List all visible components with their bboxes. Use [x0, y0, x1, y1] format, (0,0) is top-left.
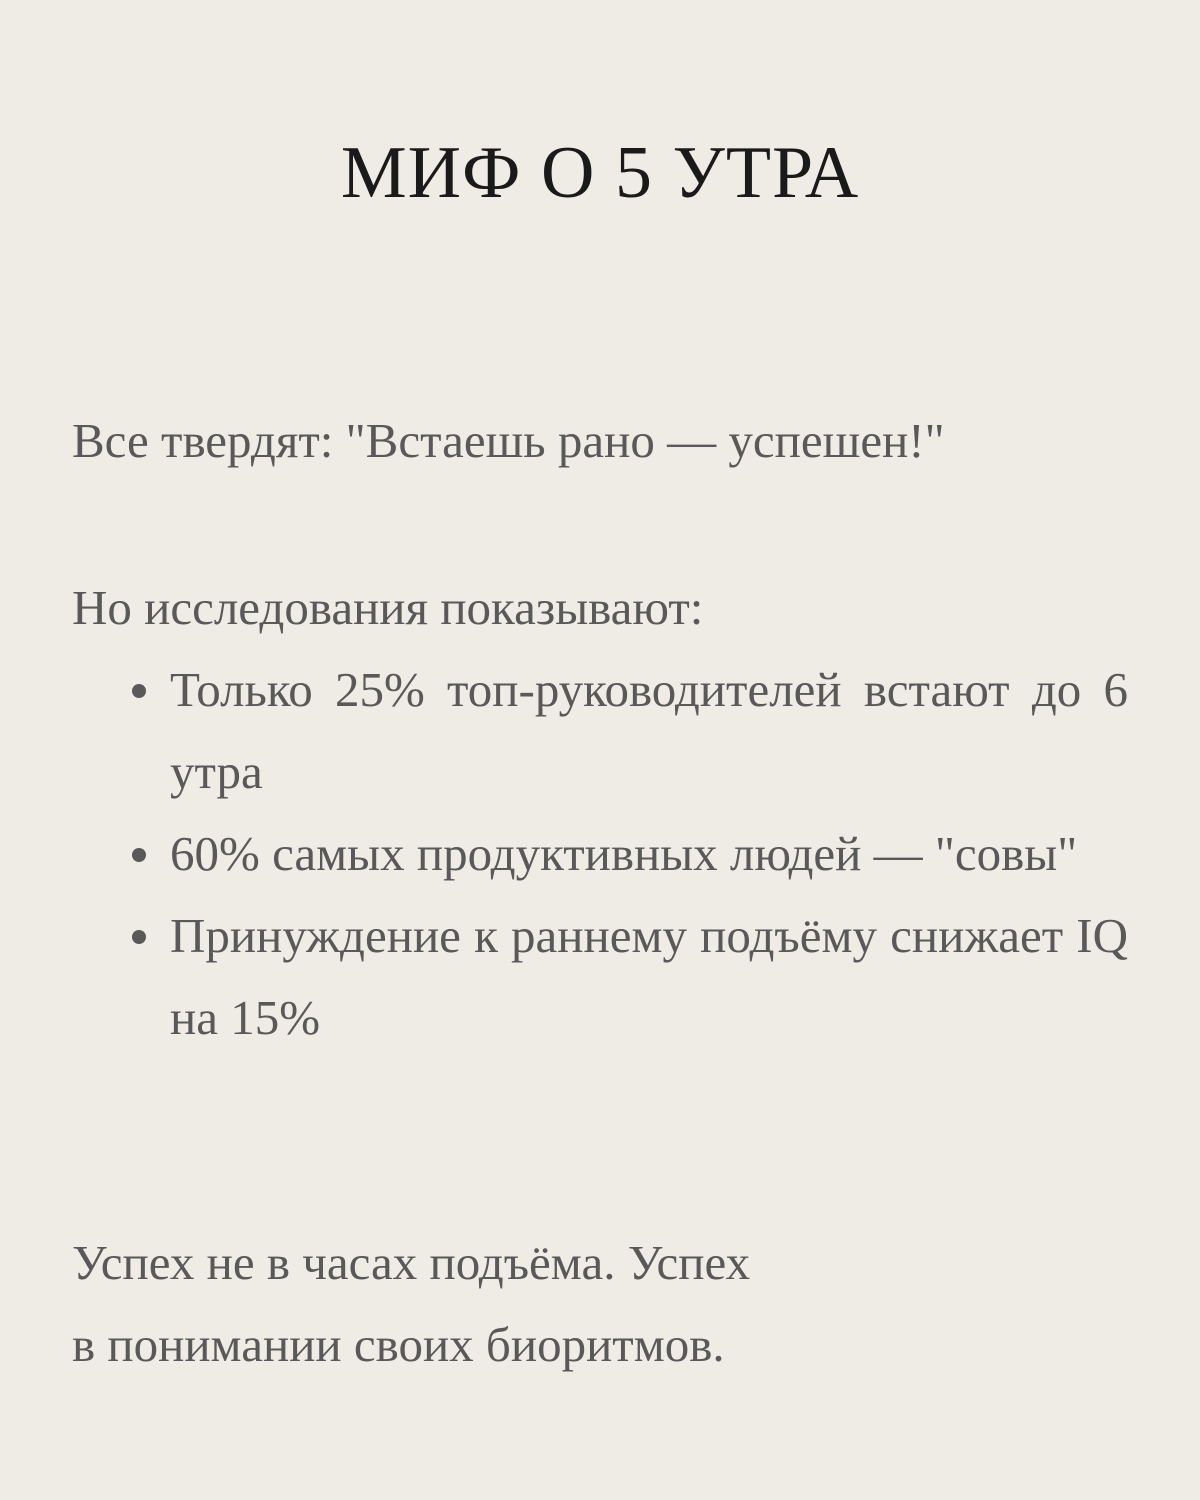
conclusion-line: в понимании своих биоритмов.	[72, 1317, 725, 1372]
fact-text: Принуждение к раннему подъёму снижает IQ на 15%	[170, 908, 1128, 1045]
lead-text: Но исследования показывают:	[72, 580, 704, 635]
list-item	[72, 895, 1128, 1059]
list-item	[72, 649, 1128, 813]
bullet-icon	[132, 684, 146, 698]
page-title: МИФ О 5 УТРА	[340, 132, 860, 214]
bullet-icon	[132, 848, 146, 862]
conclusion-text	[72, 1222, 972, 1386]
bullet-icon	[132, 930, 146, 944]
fact-text: 60% самых продуктивных людей — "совы"	[170, 826, 1078, 881]
intro-text: Все твердят: "Встаешь рано — успешен!"	[72, 413, 945, 468]
facts-list	[72, 649, 1128, 1059]
list-item	[72, 813, 1128, 895]
fact-text: Только 25% топ-руководителей встают до 6 утра	[170, 662, 1128, 799]
conclusion-line: Успех не в часах подъёма. Успех	[72, 1235, 751, 1290]
